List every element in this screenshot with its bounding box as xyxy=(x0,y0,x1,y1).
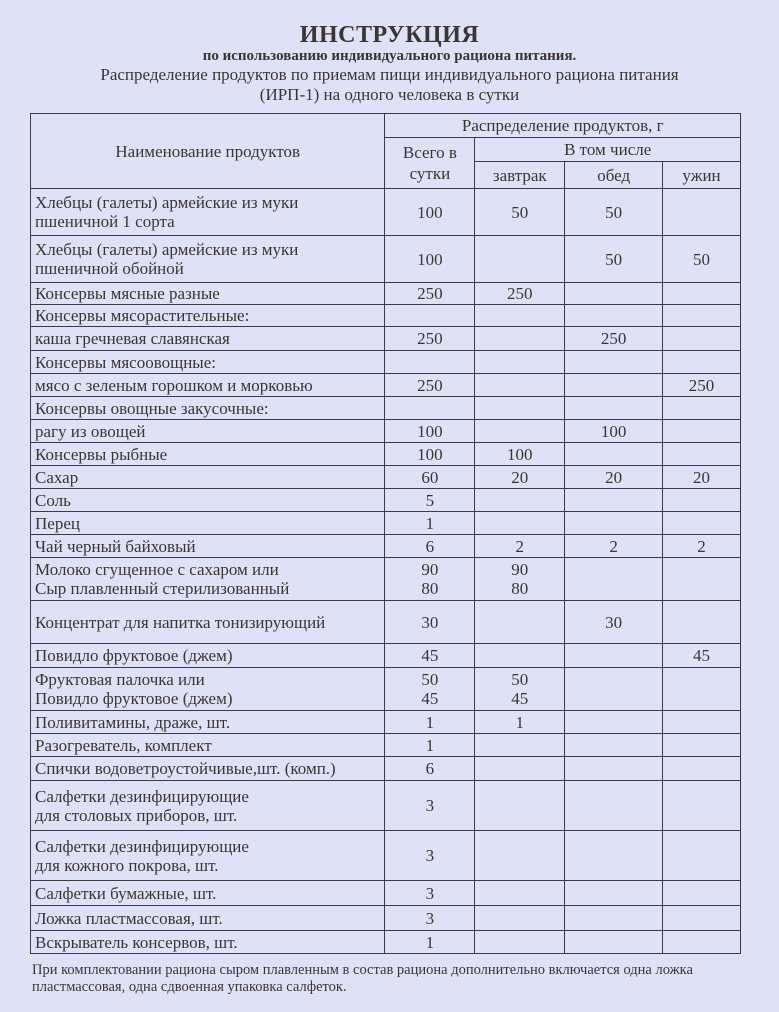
total-value: 30 xyxy=(385,601,475,644)
lunch-value: 30 xyxy=(565,601,663,644)
table-row xyxy=(31,931,741,954)
description-line-2: (ИРП-1) на одного человека в сутки xyxy=(259,85,520,104)
total-value: 1 xyxy=(385,734,475,757)
total-value: 90 80 xyxy=(385,558,475,601)
total-value: 5 xyxy=(385,489,475,512)
dinner-value xyxy=(663,397,741,420)
product-name: Салфетки бумажные, шт. xyxy=(31,881,385,906)
total-value: 3 xyxy=(385,831,475,881)
lunch-value xyxy=(565,397,663,420)
total-value: 250 xyxy=(385,283,475,305)
dinner-value: 45 xyxy=(663,644,741,668)
table-row xyxy=(31,283,741,305)
breakfast-value: 50 45 xyxy=(475,668,565,711)
lunch-value xyxy=(565,443,663,466)
dinner-value xyxy=(663,831,741,881)
dinner-value xyxy=(663,283,741,305)
lunch-value: 50 xyxy=(565,189,663,236)
product-name: Консервы мясные разные xyxy=(31,283,385,305)
table-row xyxy=(31,189,741,236)
table-row xyxy=(31,374,741,397)
header-including: В том числе xyxy=(475,138,741,162)
total-value xyxy=(385,305,475,327)
product-name: Спички водоветроустойчивые,шт. (комп.) xyxy=(31,757,385,781)
lunch-value xyxy=(565,668,663,711)
dinner-value xyxy=(663,512,741,535)
lunch-value xyxy=(565,711,663,734)
table-row xyxy=(31,831,741,881)
total-value: 60 xyxy=(385,466,475,489)
table-row xyxy=(31,644,741,668)
dinner-value xyxy=(663,305,741,327)
table-row xyxy=(31,420,741,443)
header-product-name: Наименование продуктов xyxy=(31,114,385,189)
total-value: 6 xyxy=(385,535,475,558)
breakfast-value xyxy=(475,734,565,757)
table-row xyxy=(31,601,741,644)
total-value: 45 xyxy=(385,644,475,668)
table-row xyxy=(31,512,741,535)
total-value: 100 xyxy=(385,420,475,443)
table-row xyxy=(31,535,741,558)
total-value: 6 xyxy=(385,757,475,781)
lunch-value: 2 xyxy=(565,535,663,558)
description-line-1: Распределение продуктов по приемам пищи индивидуального рациона питания xyxy=(100,65,679,84)
breakfast-value: 50 xyxy=(475,189,565,236)
total-value: 3 xyxy=(385,781,475,831)
lunch-value xyxy=(565,881,663,906)
table-row xyxy=(31,668,741,711)
lunch-value: 20 xyxy=(565,466,663,489)
dinner-value xyxy=(663,420,741,443)
breakfast-value xyxy=(475,327,565,351)
product-name: рагу из овощей xyxy=(31,420,385,443)
breakfast-value: 250 xyxy=(475,283,565,305)
product-name: Салфетки дезинфицирующие для кожного покрова, шт. xyxy=(31,831,385,881)
dinner-value xyxy=(663,327,741,351)
breakfast-value xyxy=(475,881,565,906)
breakfast-value xyxy=(475,374,565,397)
product-name: Хлебцы (галеты) армейские из муки пшеничной обойной xyxy=(31,236,385,283)
product-name: Хлебцы (галеты) армейские из муки пшеничной 1 сорта xyxy=(31,189,385,236)
table-row xyxy=(31,781,741,831)
total-value: 3 xyxy=(385,881,475,906)
header-distribution: Распределение продуктов, г xyxy=(385,114,741,138)
total-value: 50 45 xyxy=(385,668,475,711)
breakfast-value xyxy=(475,420,565,443)
product-name: Ложка пластмассовая, шт. xyxy=(31,906,385,931)
breakfast-value xyxy=(475,397,565,420)
header-dinner: ужин xyxy=(663,162,741,189)
product-name: Поливитамины, драже, шт. xyxy=(31,711,385,734)
table-row xyxy=(31,397,741,420)
document-subtitle: по использованию индивидуального рациона питания. xyxy=(202,48,577,64)
product-name: Сахар xyxy=(31,466,385,489)
table-row xyxy=(31,734,741,757)
lunch-value: 100 xyxy=(565,420,663,443)
total-value: 250 xyxy=(385,327,475,351)
dinner-value xyxy=(663,489,741,512)
document-description xyxy=(0,65,779,105)
product-name: мясо с зеленым горошком и морковью xyxy=(31,374,385,397)
lunch-value xyxy=(565,305,663,327)
breakfast-value xyxy=(475,931,565,954)
product-name: Перец xyxy=(31,512,385,535)
breakfast-value xyxy=(475,236,565,283)
footer-note: При комплектовании рациона сыром плавленным в состав рациона дополнительно включается одна ложка пластмассовая, одна сдвоенная упаковка салфеток. xyxy=(32,962,693,995)
table-row xyxy=(31,327,741,351)
product-name: Консервы рыбные xyxy=(31,443,385,466)
dinner-value xyxy=(663,734,741,757)
lunch-value xyxy=(565,757,663,781)
breakfast-value xyxy=(475,831,565,881)
ration-distribution-table xyxy=(30,113,741,954)
breakfast-value: 90 80 xyxy=(475,558,565,601)
table-row xyxy=(31,881,741,906)
dinner-value: 250 xyxy=(663,374,741,397)
dinner-value xyxy=(663,189,741,236)
table-row xyxy=(31,466,741,489)
lunch-value xyxy=(565,351,663,374)
document-title: ИНСТРУКЦИЯ xyxy=(299,22,480,48)
dinner-value xyxy=(663,931,741,954)
lunch-value xyxy=(565,781,663,831)
dinner-value xyxy=(663,881,741,906)
dinner-value xyxy=(663,668,741,711)
breakfast-value xyxy=(475,512,565,535)
dinner-value: 20 xyxy=(663,466,741,489)
dinner-value xyxy=(663,906,741,931)
table-row xyxy=(31,305,741,327)
total-value: 250 xyxy=(385,374,475,397)
product-name: Консервы мясорастительные: xyxy=(31,305,385,327)
dinner-value: 50 xyxy=(663,236,741,283)
lunch-value xyxy=(565,512,663,535)
header-breakfast: завтрак xyxy=(475,162,565,189)
lunch-value xyxy=(565,283,663,305)
product-name: Чай черный байховый xyxy=(31,535,385,558)
total-value: 1 xyxy=(385,711,475,734)
dinner-value xyxy=(663,351,741,374)
table-row xyxy=(31,351,741,374)
breakfast-value: 2 xyxy=(475,535,565,558)
lunch-value xyxy=(565,644,663,668)
lunch-value xyxy=(565,734,663,757)
total-value: 100 xyxy=(385,236,475,283)
lunch-value xyxy=(565,906,663,931)
dinner-value: 2 xyxy=(663,535,741,558)
breakfast-value: 1 xyxy=(475,711,565,734)
header-total: Всего в сутки xyxy=(385,138,475,189)
breakfast-value xyxy=(475,644,565,668)
lunch-value xyxy=(565,831,663,881)
lunch-value xyxy=(565,558,663,601)
table-row xyxy=(31,558,741,601)
dinner-value xyxy=(663,601,741,644)
product-name: Консервы овощные закусочные: xyxy=(31,397,385,420)
dinner-value xyxy=(663,558,741,601)
breakfast-value xyxy=(475,489,565,512)
table-row xyxy=(31,906,741,931)
dinner-value xyxy=(663,781,741,831)
breakfast-value: 100 xyxy=(475,443,565,466)
product-name: Консервы мясоовощные: xyxy=(31,351,385,374)
table-row xyxy=(31,236,741,283)
breakfast-value xyxy=(475,305,565,327)
dinner-value xyxy=(663,757,741,781)
total-value xyxy=(385,351,475,374)
total-value: 3 xyxy=(385,906,475,931)
product-name: Молоко сгущенное с сахаром или Сыр плавленный стерилизованный xyxy=(31,558,385,601)
product-name: Соль xyxy=(31,489,385,512)
total-value: 1 xyxy=(385,512,475,535)
breakfast-value xyxy=(475,757,565,781)
lunch-value xyxy=(565,931,663,954)
breakfast-value: 20 xyxy=(475,466,565,489)
lunch-value xyxy=(565,374,663,397)
product-name: Фруктовая палочка или Повидло фруктовое (джем) xyxy=(31,668,385,711)
lunch-value: 50 xyxy=(565,236,663,283)
breakfast-value xyxy=(475,906,565,931)
lunch-value xyxy=(565,489,663,512)
dinner-value xyxy=(663,711,741,734)
table-row xyxy=(31,489,741,512)
total-value: 100 xyxy=(385,189,475,236)
product-name: Разогреватель, комплект xyxy=(31,734,385,757)
product-name: Повидло фруктовое (джем) xyxy=(31,644,385,668)
breakfast-value xyxy=(475,351,565,374)
table-row xyxy=(31,757,741,781)
dinner-value xyxy=(663,443,741,466)
breakfast-value xyxy=(475,601,565,644)
product-name: Салфетки дезинфицирующие для столовых приборов, шт. xyxy=(31,781,385,831)
total-value xyxy=(385,397,475,420)
total-value: 100 xyxy=(385,443,475,466)
product-name: каша гречневая славянская xyxy=(31,327,385,351)
total-value: 1 xyxy=(385,931,475,954)
lunch-value: 250 xyxy=(565,327,663,351)
table-row xyxy=(31,443,741,466)
product-name: Концентрат для напитка тонизирующий xyxy=(31,601,385,644)
product-name: Вскрыватель консервов, шт. xyxy=(31,931,385,954)
table-row xyxy=(31,711,741,734)
breakfast-value xyxy=(475,781,565,831)
header-lunch: обед xyxy=(565,162,663,189)
